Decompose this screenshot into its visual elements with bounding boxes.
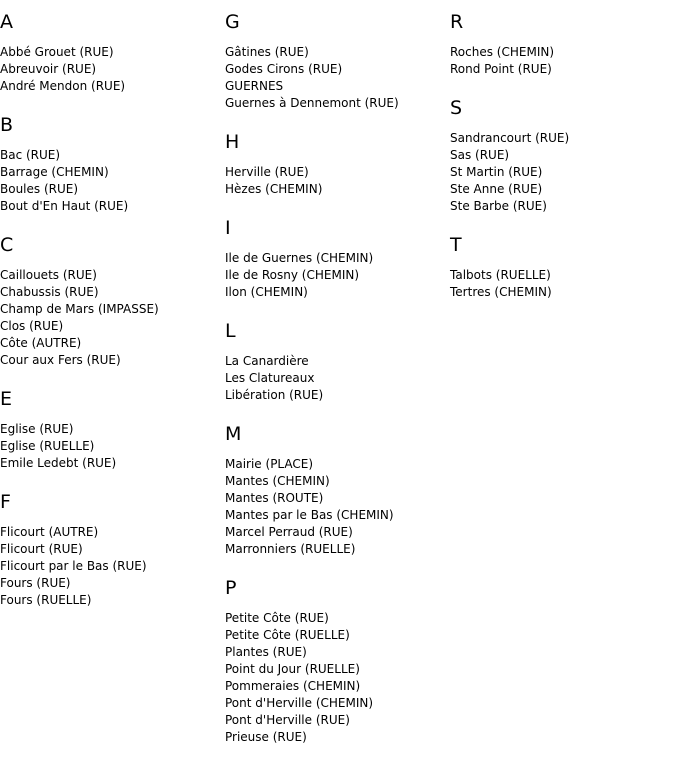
street-link[interactable]: Clos (RUE)	[0, 319, 64, 333]
letter-heading: A	[0, 11, 13, 33]
street-link[interactable]: Tertres (CHEMIN)	[450, 285, 552, 299]
street-link[interactable]: Mantes par le Bas (CHEMIN)	[225, 508, 394, 522]
street-link[interactable]: Plantes (RUE)	[225, 645, 307, 659]
street-link[interactable]: Eglise (RUE)	[0, 422, 74, 436]
letter-group	[225, 576, 445, 746]
letter-group	[225, 422, 445, 558]
street-list	[0, 421, 220, 472]
street-link[interactable]: Rond Point (RUE)	[450, 62, 552, 76]
street-list	[225, 456, 445, 558]
letter-group	[225, 130, 445, 198]
street-link[interactable]: Ilon (CHEMIN)	[225, 285, 308, 299]
street-link[interactable]: Mantes (CHEMIN)	[225, 474, 330, 488]
street-link[interactable]: Talbots (RUELLE)	[450, 268, 551, 282]
letter-group	[225, 10, 445, 112]
street-link[interactable]: Fours (RUE)	[0, 576, 71, 590]
street-link[interactable]: Petite Côte (RUELLE)	[225, 628, 350, 642]
letter-group	[0, 233, 220, 369]
street-link[interactable]: Emile Ledebt (RUE)	[0, 456, 117, 470]
street-list	[225, 250, 445, 301]
street-link[interactable]: Sandrancourt (RUE)	[450, 131, 570, 145]
street-link[interactable]: Cour aux Fers (RUE)	[0, 353, 121, 367]
letter-heading: L	[225, 320, 236, 342]
letter-heading: G	[225, 11, 240, 33]
street-link[interactable]: Marronniers (RUELLE)	[225, 542, 356, 556]
street-link[interactable]: Hèzes (CHEMIN)	[225, 182, 323, 196]
street-link[interactable]: Petite Côte (RUE)	[225, 611, 329, 625]
street-list	[0, 524, 220, 609]
street-link[interactable]: Godes Cirons (RUE)	[225, 62, 343, 76]
street-list	[225, 164, 445, 198]
street-list	[225, 353, 445, 404]
street-link[interactable]: Les Clatureaux	[225, 371, 315, 385]
street-link[interactable]: Mairie (PLACE)	[225, 457, 314, 471]
letter-heading: I	[225, 217, 231, 239]
street-link[interactable]: St Martin (RUE)	[450, 165, 543, 179]
index-column	[450, 10, 670, 319]
letter-group	[0, 387, 220, 472]
street-link[interactable]: André Mendon (RUE)	[0, 79, 126, 93]
street-link[interactable]: Pont d'Herville (RUE)	[225, 713, 350, 727]
letter-heading: F	[0, 491, 11, 513]
street-link[interactable]: Abbé Grouet (RUE)	[0, 45, 114, 59]
street-link[interactable]: Barrage (CHEMIN)	[0, 165, 109, 179]
street-link[interactable]: Pont d'Herville (CHEMIN)	[225, 696, 374, 710]
street-link[interactable]: Fours (RUELLE)	[0, 593, 92, 607]
street-link[interactable]: Ste Barbe (RUE)	[450, 199, 547, 213]
street-list	[225, 44, 445, 112]
street-link[interactable]: Point du Jour (RUELLE)	[225, 662, 360, 676]
letter-group	[450, 96, 670, 215]
street-link[interactable]: Bac (RUE)	[0, 148, 61, 162]
street-link[interactable]: Boules (RUE)	[0, 182, 79, 196]
street-link[interactable]: Prieuse (RUE)	[225, 730, 307, 744]
letter-group	[0, 490, 220, 609]
street-link[interactable]: Marcel Perraud (RUE)	[225, 525, 353, 539]
letter-group	[450, 10, 670, 78]
street-link[interactable]: Flicourt (RUE)	[0, 542, 83, 556]
street-link[interactable]: Chabussis (RUE)	[0, 285, 99, 299]
street-link[interactable]: Guernes à Dennemont (RUE)	[225, 96, 399, 110]
street-list	[450, 130, 670, 215]
letter-group	[225, 216, 445, 301]
index-column	[0, 10, 220, 627]
street-list	[0, 44, 220, 95]
street-link[interactable]: Bout d'En Haut (RUE)	[0, 199, 129, 213]
street-list	[450, 44, 670, 78]
street-list	[225, 610, 445, 746]
letter-group	[225, 319, 445, 404]
street-link[interactable]: Ile de Guernes (CHEMIN)	[225, 251, 374, 265]
street-link[interactable]: Abreuvoir (RUE)	[0, 62, 97, 76]
street-link[interactable]: Libération (RUE)	[225, 388, 324, 402]
street-link[interactable]: Caillouets (RUE)	[0, 268, 97, 282]
letter-group	[0, 10, 220, 95]
letter-group	[0, 113, 220, 215]
street-link[interactable]: Sas (RUE)	[450, 148, 510, 162]
letter-group	[450, 233, 670, 301]
street-list	[0, 267, 220, 369]
street-link[interactable]: La Canardière	[225, 354, 309, 368]
letter-heading: S	[450, 97, 463, 119]
street-list	[0, 147, 220, 215]
street-link[interactable]: Roches (CHEMIN)	[450, 45, 555, 59]
street-list	[450, 267, 670, 301]
letter-heading: C	[0, 234, 14, 256]
street-link[interactable]: Champ de Mars (IMPASSE)	[0, 302, 159, 316]
street-link[interactable]: GUERNES	[225, 79, 284, 93]
street-link[interactable]: Flicourt par le Bas (RUE)	[0, 559, 147, 573]
street-link[interactable]: Flicourt (AUTRE)	[0, 525, 99, 539]
letter-heading: H	[225, 131, 240, 153]
street-link[interactable]: Ile de Rosny (CHEMIN)	[225, 268, 360, 282]
street-link[interactable]: Gâtines (RUE)	[225, 45, 309, 59]
letter-heading: M	[225, 423, 242, 445]
letter-heading: T	[450, 234, 462, 256]
street-link[interactable]: Côte (AUTRE)	[0, 336, 82, 350]
letter-heading: E	[0, 388, 13, 410]
street-link[interactable]: Herville (RUE)	[225, 165, 309, 179]
street-link[interactable]: Pommeraies (CHEMIN)	[225, 679, 361, 693]
street-link[interactable]: Ste Anne (RUE)	[450, 182, 543, 196]
street-link[interactable]: Mantes (ROUTE)	[225, 491, 324, 505]
letter-heading: R	[450, 11, 464, 33]
letter-heading: P	[225, 577, 237, 599]
street-link[interactable]: Eglise (RUELLE)	[0, 439, 95, 453]
letter-heading: B	[0, 114, 14, 136]
index-column	[225, 10, 445, 764]
